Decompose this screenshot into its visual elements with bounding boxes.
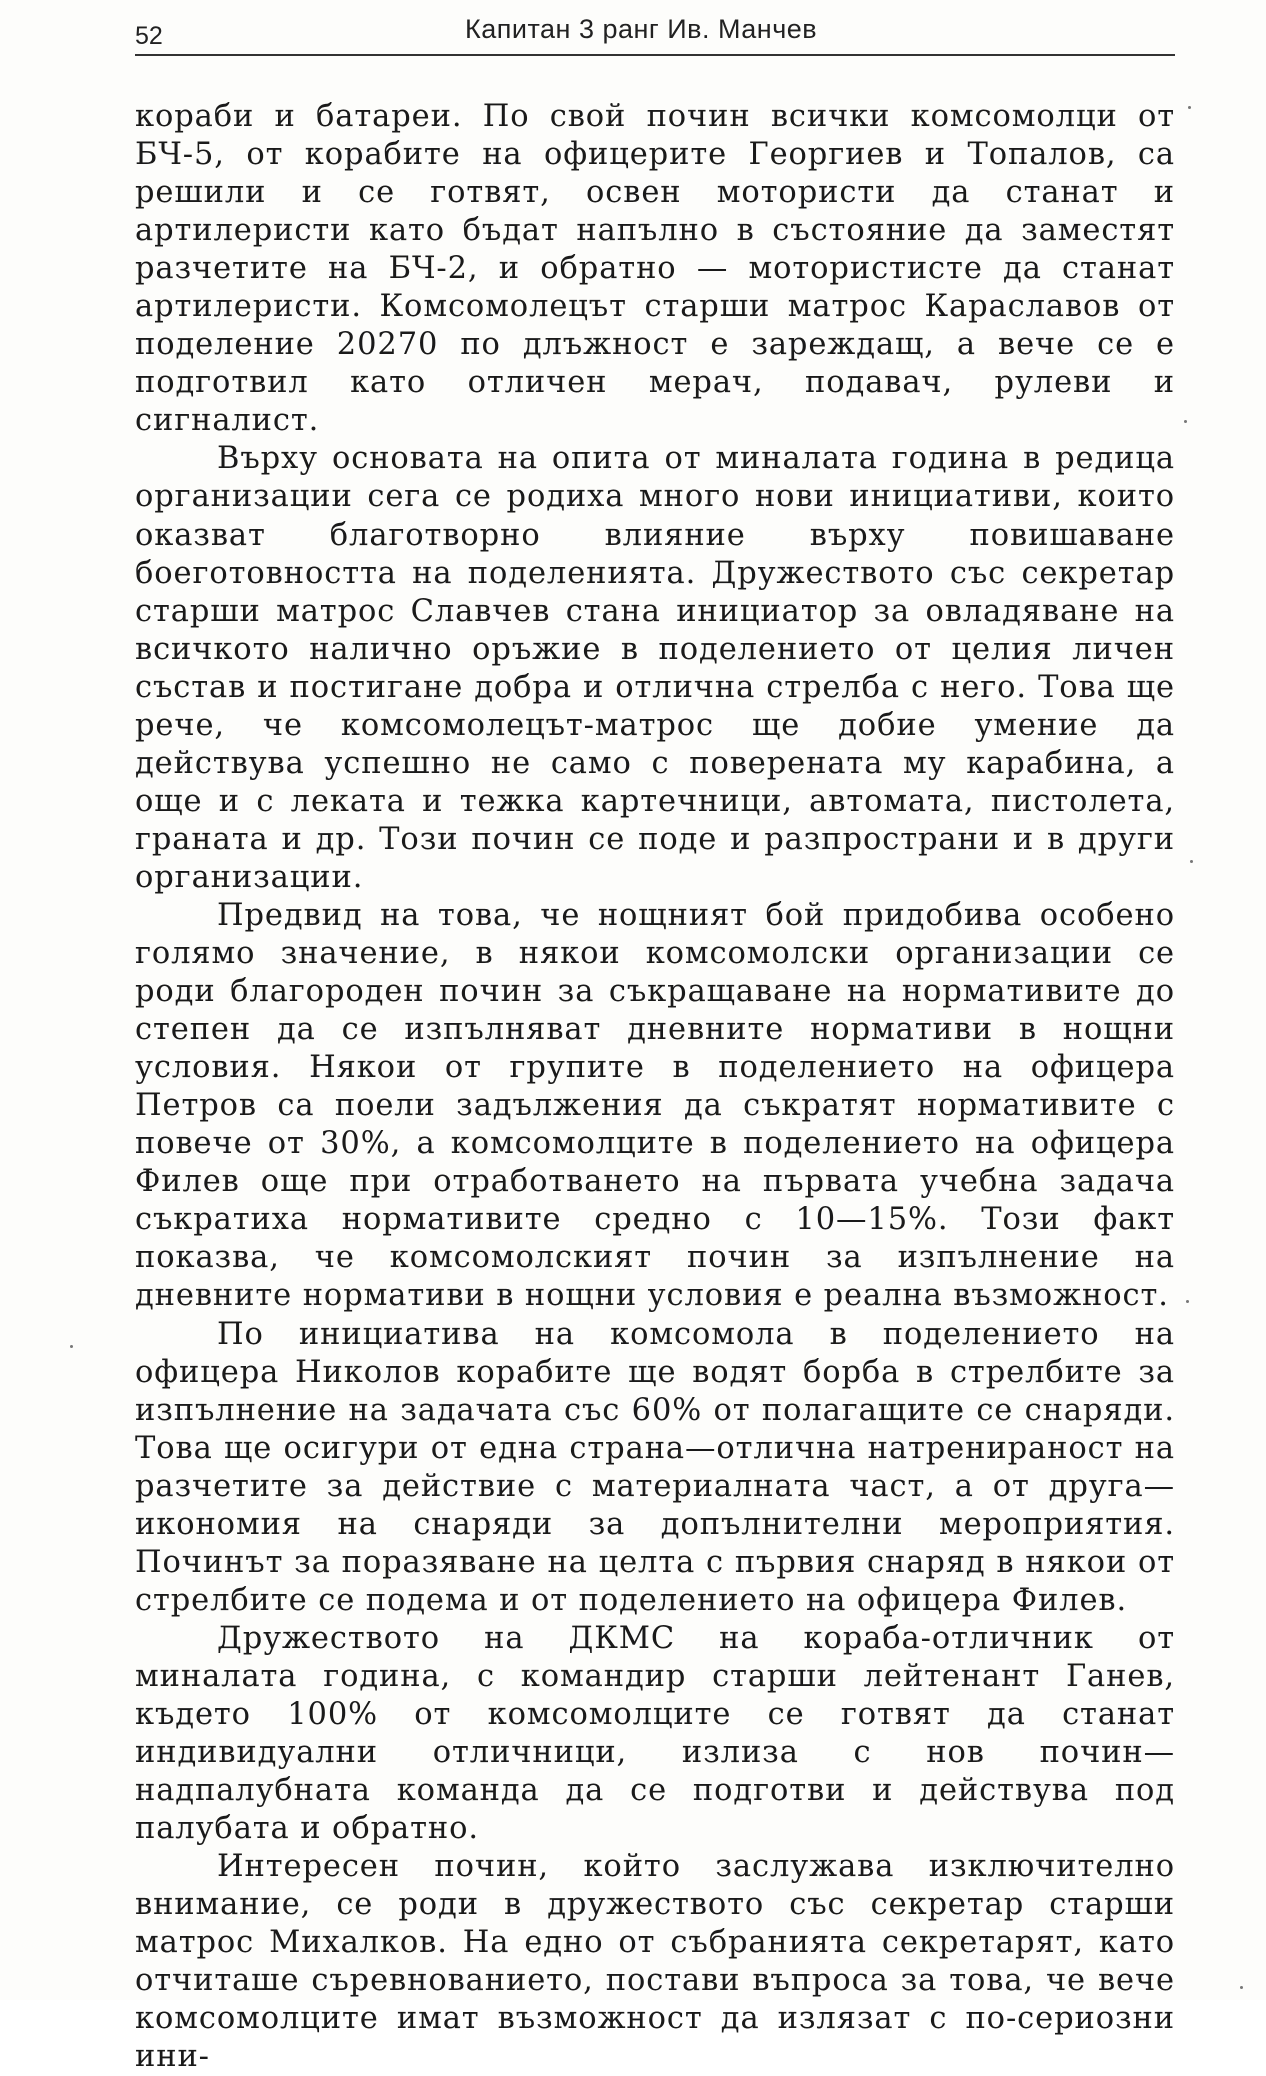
scan-speck	[1186, 1300, 1189, 1303]
header-rule	[135, 54, 1175, 56]
body-text	[135, 98, 1175, 2076]
page-header	[135, 12, 1175, 56]
paragraph-3: Предвид на това, че нощният бой придобива особено голямо значение, в някои комсомолски организации се роди благороден почин за съкращаване на нормативите до степен да се изпълняват дневните нормативи в нощни условия. Някои от групите в поделението на офицера Петров са поели задължения да съкратят нормативите с повече от 30%, а комсомолците в поделението на офицера Филев още при отработването на първата учебна задача съкратиха нормативите средно с 10—15%. Този факт показва, че комсомолският почин за изпълнение на дневните нормативи в нощни условия е реална възможност.	[135, 897, 1175, 1314]
scan-speck	[70, 1345, 73, 1348]
running-head-title: Капитан 3 ранг Ив. Манчев	[465, 14, 818, 44]
scan-speck	[1240, 1986, 1243, 1989]
scan-speck	[1190, 860, 1193, 863]
paragraph-1: кораби и батареи. По свой почин всички комсомолци от БЧ-5, от корабите на офицерите Георгиев и Топалов, са решили и се готвят, освен мотористи да станат и артилеристи като бъдат напълно в състояние да заместят разчетите на БЧ-2, и обратно — мотористисте да станат артилеристи. Комсомолецът старши матрос Караславов от поделение 20270 по длъжност е зареждащ, а вече се е подготвил като отличен мерач, подавач, рулеви и сигналист.	[135, 99, 1175, 439]
paragraph-4: По инициатива на комсомола в поделението на офицера Николов корабите ще водят борба в стрелбите за изпълнение на задачата със 60% от полагащите се снаряди. Това ще осигури от една страна—отлична натренираност на разчетите за действие с материалната част, а от друга—икономия на снаряди за допълнителни мероприятия. Починът за поразяване на целта с първия снаряд в някои от стрелбите се подема и от поделението на офицера Филев.	[135, 1316, 1175, 1618]
page-number: 52	[135, 22, 163, 50]
scan-speck	[1188, 106, 1191, 109]
paragraph-5: Дружеството на ДКМС на кораба-отличник от миналата година, с командир старши лейтенант Ганев, където 100% от комсомолците се готвят да станат индивидуални отличници, излиза с нов почин—надпалубната команда да се подготви и действува под палубата и обратно.	[135, 1620, 1175, 1847]
scan-speck	[1184, 420, 1187, 423]
paragraph-6: Интересен почин, който заслужава изключително внимание, се роди в дружеството със секретар старши матрос Михалков. На едно от събранията секретарят, като отчиташе съревнованието, постави въпроса за това, че вече комсомолците имат възможност да излязат с по-сериозни ини-	[135, 1849, 1175, 2075]
paragraph-2: Върху основата на опита от миналата година в редица организации сега се родиха много нови инициативи, които оказват благотворно влияние върху повишаване боеготовността на поделенията. Дружеството със секретар старши матрос Славчев стана инициатор за овладяване на всичкото налично оръжие в поделението от целия личен състав и постигане добра и отлична стрелба с него. Това ще рече, че комсомолецът-матрос ще добие умение да действува успешно не само с поверената му карабина, а още и с леката и тежка картечници, автомата, пистолета, граната и др. Този почин се поде и разпространи и в други организации.	[135, 441, 1175, 895]
